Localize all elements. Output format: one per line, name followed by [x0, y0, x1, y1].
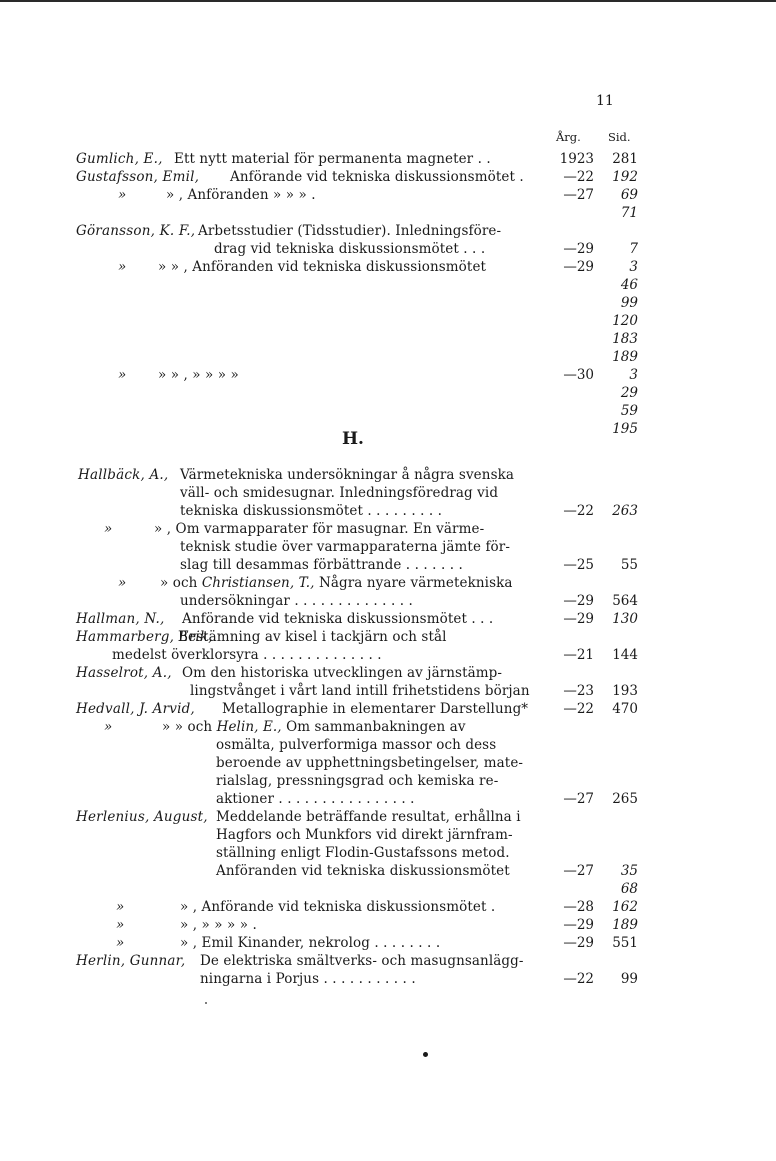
entry-title: Om den historiska utvecklingen av järnstämp- — [182, 665, 503, 681]
index-entry — [0, 772, 776, 790]
entry-page: 263 — [612, 503, 638, 519]
entry-year: —29 — [563, 259, 594, 275]
index-entry — [0, 754, 776, 772]
entry-page: 55 — [620, 557, 638, 573]
entry-page: 59 — [620, 403, 638, 419]
author-name: Hedvall, J. Arvid, — [76, 701, 195, 717]
index-entry — [0, 186, 776, 204]
entry-title: De elektriska smältverks- och masugnsanlägg- — [200, 953, 524, 969]
entry-title: Anförande vid tekniska diskussionsmötet . — [230, 169, 524, 185]
author-name: » — [116, 935, 125, 951]
index-entry — [0, 384, 776, 402]
entry-page: 29 — [620, 385, 638, 401]
index-entry — [0, 646, 776, 664]
index-entry — [0, 168, 776, 186]
entry-title: » , » » » » . — [180, 917, 257, 933]
entry-year: —22 — [563, 169, 594, 185]
index-entry — [0, 592, 776, 610]
entry-page: 120 — [612, 313, 638, 329]
entry-year: —29 — [563, 593, 594, 609]
entry-title: Meddelande beträffande resultat, erhållna i — [216, 809, 521, 825]
index-entry — [0, 294, 776, 312]
entry-title: lingstvånget i vårt land intill frihetstidens början — [190, 683, 530, 699]
author-name: Herlenius, August, — [76, 809, 208, 825]
index-entry — [0, 898, 776, 916]
author-name: Gumlich, E., — [76, 151, 163, 167]
author-name: Hammarberg, Erik, — [76, 629, 213, 645]
entry-year: —27 — [563, 791, 594, 807]
entry-page: 130 — [612, 611, 638, 627]
scan-border — [0, 0, 776, 2]
author-name: Hallman, N., — [76, 611, 165, 627]
entry-title: » , Emil Kinander, nekrolog . . . . . . . . — [180, 935, 441, 951]
entry-page: 564 — [612, 593, 638, 609]
index-entry — [0, 970, 776, 988]
index-entry — [0, 934, 776, 952]
entry-title: osmälta, pulverformiga massor och dess — [216, 737, 497, 753]
index-entry — [0, 258, 776, 276]
index-entry — [0, 222, 776, 240]
entry-page: 551 — [612, 935, 638, 951]
author-name: » — [104, 719, 113, 735]
index-entry — [0, 664, 776, 682]
entry-page: 7 — [629, 241, 638, 257]
index-entry — [0, 240, 776, 258]
entry-year: —29 — [563, 241, 594, 257]
entry-year: —28 — [563, 899, 594, 915]
entry-title: aktioner . . . . . . . . . . . . . . . . — [216, 791, 415, 807]
entry-page: 265 — [612, 791, 638, 807]
author-name: Hallbäck, A., — [78, 467, 169, 483]
entry-page: 162 — [612, 899, 638, 915]
author-name: Hasselrot, A., — [76, 665, 172, 681]
column-header-page: Sid. — [608, 130, 631, 144]
index-entry — [0, 916, 776, 934]
entry-title: » » , Anföranden vid tekniska diskussionsmötet — [158, 259, 487, 275]
entry-page: 3 — [629, 367, 638, 383]
entry-year: —25 — [563, 557, 594, 573]
entry-page: 193 — [612, 683, 638, 699]
index-entry — [0, 276, 776, 294]
index-entry — [0, 204, 776, 222]
entry-title: Hagfors och Munkfors vid direkt järnfram- — [216, 827, 513, 843]
entry-year: —22 — [563, 701, 594, 717]
entry-page: 3 — [629, 259, 638, 275]
index-entry — [0, 502, 776, 520]
index-entry — [0, 682, 776, 700]
index-entry — [0, 718, 776, 736]
index-entry — [0, 844, 776, 862]
index-entry — [0, 826, 776, 844]
entry-title: » , Om varmapparater för masugnar. En värme- — [154, 521, 485, 537]
index-entry — [0, 790, 776, 808]
entry-title: drag vid tekniska diskussionsmötet . . . — [214, 241, 486, 257]
author-name: » — [116, 899, 125, 915]
author-name: » — [116, 917, 125, 933]
entry-year: —27 — [563, 863, 594, 879]
entry-page: 189 — [612, 349, 638, 365]
entry-title: » , Anförande vid tekniska diskussionsmötet . — [180, 899, 496, 915]
index-entry — [0, 574, 776, 592]
entry-page: 144 — [612, 647, 638, 663]
index-entry — [0, 348, 776, 366]
index-entry — [0, 312, 776, 330]
entry-year: —21 — [563, 647, 594, 663]
entry-title: slag till desammas förbättrande . . . . . . . — [180, 557, 463, 573]
entry-title: tekniska diskussionsmötet . . . . . . . . . — [180, 503, 443, 519]
index-entry — [0, 556, 776, 574]
entry-title: ställning enligt Flodin-Gustafssons metod. — [216, 845, 510, 861]
index-entry — [0, 538, 776, 556]
index-entry — [0, 466, 776, 484]
entry-year: —29 — [563, 917, 594, 933]
entry-title: » » och Helin, E., Om sammanbakningen av — [162, 719, 466, 735]
entry-year: —22 — [563, 503, 594, 519]
entry-page: 99 — [620, 295, 638, 311]
entry-year: —22 — [563, 971, 594, 987]
index-entry — [0, 402, 776, 420]
entry-title: undersökningar . . . . . . . . . . . . . . — [180, 593, 413, 609]
entry-title: Arbetsstudier (Tidsstudier). Inledningsföre- — [198, 223, 502, 239]
entry-title: » och Christiansen, T., Några nyare värmetekniska — [160, 575, 513, 591]
index-entry — [0, 610, 776, 628]
entry-page: 189 — [612, 917, 638, 933]
entry-title: väll- och smidesugnar. Inledningsföredrag vid — [180, 485, 499, 501]
entry-title: teknisk studie över varmapparaterna jämte för- — [180, 539, 510, 555]
entry-year: 1923 — [559, 151, 594, 167]
entry-page: 68 — [620, 881, 638, 897]
author-name: Göransson, K. F., — [76, 223, 196, 239]
entry-title: Anförande vid tekniska diskussionsmötet . . . — [182, 611, 494, 627]
index-entry — [0, 150, 776, 168]
entry-title: Metallographie in elementarer Darstellung* — [222, 701, 529, 717]
index-entry — [0, 366, 776, 384]
index-entry — [0, 808, 776, 826]
entry-title: » » , » » » » — [158, 367, 239, 383]
author-name: » — [104, 521, 113, 537]
author-name: Gustafsson, Emil, — [76, 169, 200, 185]
author-name: Herlin, Gunnar, — [76, 953, 186, 969]
entry-year: —29 — [563, 935, 594, 951]
entry-year: —27 — [563, 187, 594, 203]
author-name: » — [118, 187, 127, 203]
page-number: 11 — [596, 93, 614, 109]
entry-page: 35 — [620, 863, 638, 879]
entry-year: —23 — [563, 683, 594, 699]
entry-page: 470 — [612, 701, 638, 717]
entry-title: Anföranden vid tekniska diskussionsmötet — [216, 863, 510, 879]
entry-title: Värmetekniska undersökningar å några svenska — [180, 467, 515, 483]
entry-title: medelst överklorsyra . . . . . . . . . . . . . . — [112, 647, 382, 663]
entry-title: ningarna i Porjus . . . . . . . . . . . — [200, 971, 416, 987]
entry-page: 46 — [620, 277, 638, 293]
index-entry — [0, 628, 776, 646]
column-header-year: Årg. — [556, 130, 581, 144]
entry-year: —29 — [563, 611, 594, 627]
index-entry — [0, 520, 776, 538]
entry-year: —30 — [563, 367, 594, 383]
index-entry — [0, 420, 776, 438]
speck — [205, 1002, 207, 1004]
entry-title: beroende av upphettningsbetingelser, mate- — [216, 755, 524, 771]
index-entry — [0, 330, 776, 348]
entry-title: Ett nytt material för permanenta magneter . . — [174, 151, 491, 167]
entry-page: 99 — [620, 971, 638, 987]
entry-page: 69 — [620, 187, 638, 203]
entry-page: 71 — [620, 205, 638, 221]
index-entry — [0, 700, 776, 718]
entry-title: Bestämning av kisel i tackjärn och stål — [178, 629, 447, 645]
author-name: » — [118, 575, 127, 591]
index-entry — [0, 736, 776, 754]
author-name: » — [118, 259, 127, 275]
author-name: » — [118, 367, 127, 383]
section-heading: H. — [342, 429, 364, 449]
index-entry — [0, 862, 776, 880]
entry-page: 281 — [612, 151, 638, 167]
entry-page: 192 — [612, 169, 638, 185]
index-entry — [0, 952, 776, 970]
entry-page: 195 — [612, 421, 638, 437]
entry-page: 183 — [612, 331, 638, 347]
entry-title: » , Anföranden » » » . — [166, 187, 316, 203]
ink-dot — [423, 1052, 428, 1057]
index-entry — [0, 880, 776, 898]
entry-title: rialslag, pressningsgrad och kemiska re- — [216, 773, 499, 789]
index-entry — [0, 484, 776, 502]
